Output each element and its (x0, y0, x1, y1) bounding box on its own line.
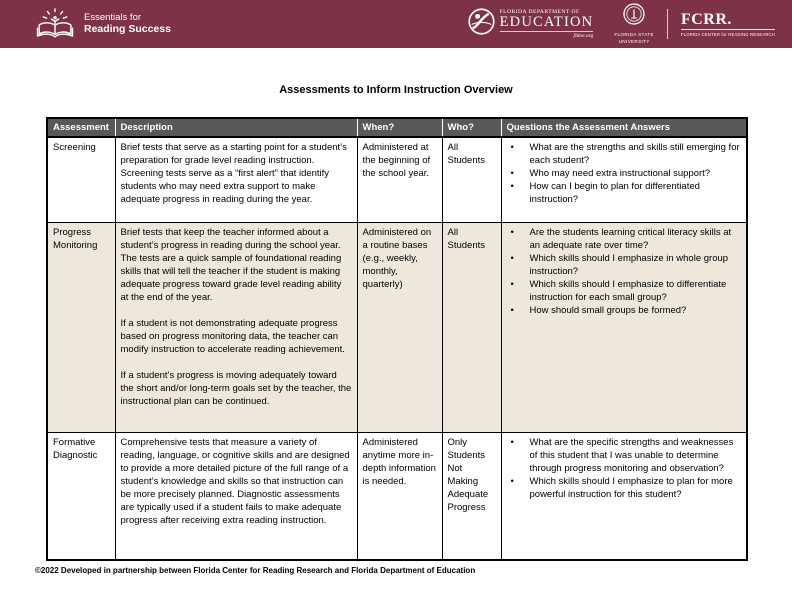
cell-assessment: Progress Monitoring (47, 222, 115, 432)
cell-questions (501, 137, 747, 222)
description-paragraph: If a student’s progress is moving adequately toward the short and/or long-term goals set by the teacher, the instructional plan can be continued. (120, 369, 352, 407)
cell-when: Administered on a routine bases (e.g., weekly, monthly, quarterly) (357, 222, 442, 432)
question-bullet-item (507, 436, 742, 475)
bullet-icon: • (510, 278, 514, 290)
question-text: Who may need extra instructional support? (529, 168, 711, 179)
cell-who: All Students (442, 137, 501, 222)
fsu-line2: UNIVERSITY (618, 38, 650, 44)
col-header-who: Who? (442, 118, 501, 137)
brand-line1: Essentials for (84, 12, 142, 23)
partner-logos (468, 3, 775, 44)
description-paragraph: If a student is not demonstrating adequate progress based on progress monitoring data, the teacher can modify instruction to accelerate reading achievement. (120, 317, 345, 355)
table-row-progress-monitoring (47, 222, 747, 432)
question-text: Are the students learning critical literacy skills at an adequate rate over time? (529, 226, 732, 251)
question-bullet-item (507, 167, 742, 180)
page-title: Assessments to Inform Instruction Overview (279, 84, 513, 96)
description-paragraph: Brief tests that keep the teacher informed about a student’s progress in reading during the school year. The tests are a quick sample of foundational reading skills that will tell the teacher if the student is making adequate progress toward grade level reading ability at the end of the year. (120, 226, 342, 303)
cell-who: Only Students Not Making Adequate Progress (442, 432, 501, 560)
col-header-description: Description (115, 118, 357, 137)
cell-assessment: Formative Diagnostic (47, 432, 115, 560)
description-paragraph: Comprehensive tests that measure a variety of reading, language, or cognitive skills and are designed to provide a more detailed picture of the full range of a student’s knowledge and skills so that instruction can be more precisely planned. Diagnostic assessments are typically used if a student fails to make adequate progress after receiving extra reading instruction. (120, 436, 350, 526)
header-banner (0, 0, 792, 48)
bullet-icon: • (510, 436, 514, 448)
description-paragraph: Brief tests that serve as a starting point for a student’s preparation for grade level reading instruction. Screening tests serve as a “first alert” that identify students who may need extra support to make adequate progress in reading during the year. (120, 142, 347, 205)
brand-line2: Reading Success (84, 23, 171, 36)
cell-who: All Students (442, 222, 501, 432)
question-bullet-item (507, 475, 742, 501)
cell-when: Administered anytime more in-depth information is needed. (357, 432, 442, 560)
bullet-icon: • (510, 142, 514, 153)
fcrr-subtext: FLORIDA CENTER for READING RESEARCH (681, 29, 775, 37)
question-text: Which skills should I emphasize to differentiate instruction for each small group? (529, 278, 727, 303)
col-header-assessment: Assessment (47, 118, 115, 137)
fdoe-logo (468, 8, 594, 40)
question-bullet-item (507, 180, 742, 206)
cell-assessment: Screening (47, 137, 115, 222)
cell-questions (501, 222, 747, 432)
table-row-screening (47, 137, 747, 222)
question-text: How can I begin to plan for differentiated instruction? (529, 181, 700, 205)
fsu-wordmark (614, 32, 654, 44)
footer-copyright: ©2022 Developed in partnership between Florida Center for Reading Research and Florida Department of Education (35, 566, 476, 575)
fdoe-tagline: fldoe.org (500, 31, 594, 39)
question-text: Which skills should I emphasize to plan for more powerful instruction for this student? (529, 475, 733, 500)
fsu-seal-icon (623, 3, 645, 30)
fsu-line1: FLORIDA STATE (614, 32, 654, 38)
fsu-logo (614, 3, 654, 44)
essentials-logo (35, 7, 171, 41)
fcrr-wordmark: FCRR. (680, 10, 732, 28)
question-bullet-item (507, 226, 742, 252)
table-row-formative-diagnostic (47, 432, 747, 560)
question-text: How should small groups be formed? (529, 304, 687, 316)
bullet-icon: • (510, 181, 514, 192)
cell-questions (501, 432, 747, 560)
cell-when: Administered at the beginning of the school year. (357, 137, 442, 222)
table-header-row (47, 118, 747, 137)
col-header-questions: Questions the Assessment Answers (501, 118, 747, 137)
cell-description (115, 222, 357, 432)
bullet-icon: • (510, 475, 514, 487)
fdoe-line1: FLORIDA DEPARTMENT OF (499, 9, 580, 16)
bullet-icon: • (510, 226, 514, 238)
open-book-icon (35, 7, 75, 41)
question-bullet-item (507, 278, 742, 304)
logo-divider (667, 9, 668, 39)
bullet-icon: • (510, 168, 514, 179)
question-bullet-item (507, 141, 742, 167)
fcrr-logo (681, 12, 775, 37)
question-bullet-item (507, 252, 742, 278)
fdoe-line2: EDUCATION (499, 14, 594, 31)
cell-description (115, 137, 357, 222)
cell-description (115, 432, 357, 560)
bullet-icon: • (510, 304, 514, 316)
question-text: What are the specific strengths and weaknesses of this student that I was unable to determine through progress monitoring and observation? (529, 436, 734, 474)
col-header-when: When? (357, 118, 442, 137)
question-text: Which skills should I emphasize in whole group instruction? (529, 252, 729, 277)
bullet-icon: • (510, 252, 514, 264)
question-text: What are the strengths and skills still emerging for each student? (529, 142, 740, 166)
essentials-wordmark (84, 12, 171, 36)
question-bullet-item (507, 304, 742, 317)
assessments-table (46, 117, 748, 561)
fdoe-wordmark (500, 9, 594, 38)
fdoe-seal-icon (468, 8, 495, 40)
